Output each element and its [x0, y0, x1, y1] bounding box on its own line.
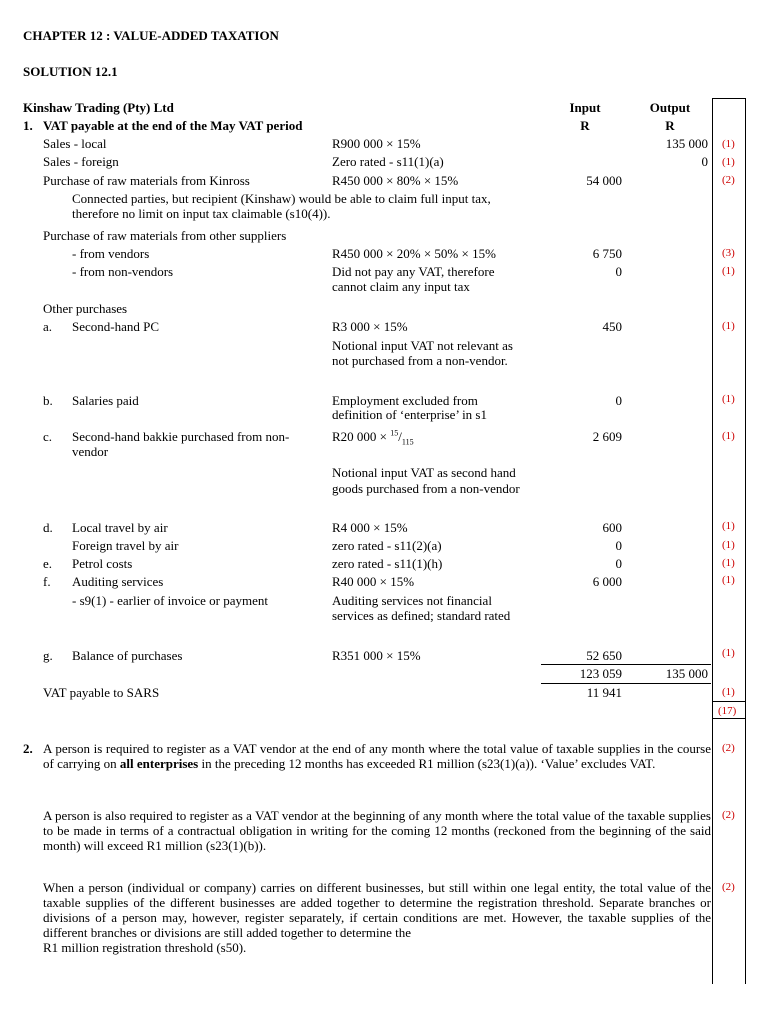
row-calc: R351 000 × 15%	[332, 648, 421, 663]
item-letter: a.	[43, 319, 53, 334]
fraction-denominator: 115	[401, 437, 414, 447]
row-note: Notional input VAT as second hand	[332, 465, 516, 480]
input-value: 6 750	[592, 246, 622, 261]
q2-paragraph-3: When a person (individual or company) carries on different businesses, but still within one legal entity, the total value of the taxable supplies of the different businesses are added together to determine the registration threshold. Separate branches or divisions of a person may, however, register separately, if certain conditions are met. However, the taxable supplies of the different branches or divisions are still added together to determine the	[43, 880, 711, 940]
row-label: Auditing services	[72, 574, 164, 589]
para-text: A person is required to register as a VAT vendor at the end of any month where the total value of taxable supplies in the course of carrying on	[43, 741, 711, 771]
section-label: Other purchases	[43, 301, 128, 316]
row-calc: R3 000 × 15%	[332, 319, 408, 334]
row-calc: R450 000 × 20% × 50% × 15%	[332, 246, 496, 261]
row-calc: Employment excluded from	[332, 393, 478, 408]
mark: (1)	[722, 430, 735, 442]
item-letter: c.	[43, 429, 53, 444]
item-letter: b.	[43, 393, 53, 408]
input-value: 52 650	[586, 648, 622, 663]
note-text: therefore no limit on input tax claimable (s10(4)).	[72, 206, 331, 221]
para-bold-text: all enterprises	[119, 756, 199, 771]
row-label: Salaries paid	[72, 393, 139, 408]
chapter-title: CHAPTER 12 : VALUE-ADDED TAXATION	[23, 28, 279, 43]
mark: (1)	[722, 138, 735, 150]
row-calc: Zero rated - s11(1)(a)	[332, 154, 444, 169]
marks-subtotal-rule	[712, 718, 746, 719]
output-total: 135 000	[665, 666, 708, 681]
item-letter: f.	[43, 574, 51, 589]
mark: (2)	[722, 174, 735, 186]
row-label: Sales - local	[43, 136, 107, 151]
row-calc: zero rated - s11(1)(h)	[332, 556, 443, 571]
row-calc: Did not pay any VAT, therefore	[332, 264, 495, 279]
q2-paragraph-3-last-line: R1 million registration threshold (s50).	[43, 940, 247, 955]
input-value: 6 000	[592, 574, 622, 589]
mark: (1)	[722, 574, 735, 586]
input-total: 123 059	[579, 666, 622, 681]
row-label: - from non-vendors	[72, 264, 174, 279]
input-value: 2 609	[592, 429, 622, 444]
total-rule	[541, 664, 711, 665]
row-calc: R40 000 × 15%	[332, 574, 415, 589]
mark: (1)	[722, 265, 735, 277]
row-label: Purchase of raw materials from Kinross	[43, 173, 250, 188]
mark: (1)	[722, 320, 735, 332]
marks-subtotal-rule	[712, 701, 746, 702]
q2-paragraph-2: A person is also required to register as a VAT vendor at the beginning of any month where the total value of the taxable supplies to be made in terms of a contractual obligation in writing for the coming 12 months (reckoned from the beginning of the said month) will exceed R1 million (s23(1)(b)).	[43, 808, 711, 853]
question-2-number: 2.	[23, 741, 33, 756]
calc-text: R20 000 ×	[332, 429, 388, 444]
input-value: 0	[615, 264, 622, 279]
mark: (2)	[722, 809, 735, 821]
mark: (2)	[722, 881, 735, 893]
input-value: 0	[615, 393, 622, 408]
mark: (1)	[722, 557, 735, 569]
input-value: 0	[615, 538, 622, 553]
row-note: not purchased from a non-vendor.	[332, 353, 508, 368]
row-calc: R4 000 × 15%	[332, 520, 408, 535]
mark: (1)	[722, 539, 735, 551]
row-note: Auditing services not financial	[332, 593, 492, 608]
total-rule	[541, 683, 711, 684]
para-text: in the preceding 12 months has exceeded R1 million (s23(1)(a)). ‘Value’ excludes VAT.	[198, 756, 656, 771]
output-value: 135 000	[665, 136, 708, 151]
mark: (1)	[722, 686, 735, 698]
marks-box-top-border	[712, 98, 746, 99]
output-column-header: Output	[649, 100, 691, 115]
row-label: - s9(1) - earlier of invoice or payment	[72, 593, 269, 608]
marks-box-right-border	[745, 98, 746, 984]
row-calc: zero rated - s11(2)(a)	[332, 538, 442, 553]
mark: (3)	[722, 247, 735, 259]
item-letter: d.	[43, 520, 53, 535]
mark: (1)	[722, 393, 735, 405]
mark: (1)	[722, 156, 735, 168]
row-note: Notional input VAT not relevant as	[332, 338, 513, 353]
row-calc: definition of ‘enterprise’ in s1	[332, 407, 487, 422]
item-letter: g.	[43, 648, 53, 663]
output-value: 0	[701, 154, 708, 169]
row-calc: R450 000 × 80% × 15%	[332, 173, 459, 188]
row-calc: cannot claim any input tax	[332, 279, 470, 294]
company-name: Kinshaw Trading (Pty) Ltd	[23, 100, 174, 115]
subtotal-mark: (17)	[718, 705, 737, 717]
vat-payable-label: VAT payable to SARS	[43, 685, 160, 700]
note-text: Connected parties, but recipient (Kinshaw) would be able to claim full input tax,	[72, 191, 491, 206]
mark: (1)	[722, 647, 735, 659]
row-label: Petrol costs	[72, 556, 133, 571]
mark: (1)	[722, 520, 735, 532]
row-label: Local travel by air	[72, 520, 168, 535]
item-letter: e.	[43, 556, 53, 571]
input-column-unit: R	[580, 118, 590, 133]
row-label: vendor	[72, 444, 109, 459]
marks-box-left-border	[712, 98, 713, 984]
row-calc: R20 $000 \times ^{15}/_{115}$	[332, 428, 414, 447]
row-label: Second-hand PC	[72, 319, 160, 334]
q2-paragraph-1	[43, 741, 711, 771]
input-column-header: Input	[569, 100, 601, 115]
row-label: Sales - foreign	[43, 154, 119, 169]
input-value: 0	[615, 556, 622, 571]
input-value: 600	[602, 520, 622, 535]
section-label: Purchase of raw materials from other suppliers	[43, 228, 287, 243]
question-1-number: 1.	[23, 118, 33, 133]
row-note: goods purchased from a non-vendor	[332, 481, 520, 496]
mark: (2)	[722, 742, 735, 754]
row-calc: R900 000 × 15%	[332, 136, 421, 151]
question-1-title: VAT payable at the end of the May VAT period	[43, 118, 303, 133]
row-label: Foreign travel by air	[72, 538, 179, 553]
input-value: 450	[602, 319, 622, 334]
row-label: Balance of purchases	[72, 648, 183, 663]
input-value: 54 000	[586, 173, 622, 188]
vat-payable-value: 11 941	[586, 685, 622, 700]
fraction-numerator: 15	[390, 428, 399, 438]
row-label: Second-hand bakkie purchased from non-	[72, 429, 290, 444]
output-column-unit: R	[665, 118, 675, 133]
row-label: - from vendors	[72, 246, 150, 261]
solution-title: SOLUTION 12.1	[23, 64, 118, 79]
row-note: services as defined; standard rated	[332, 608, 511, 623]
